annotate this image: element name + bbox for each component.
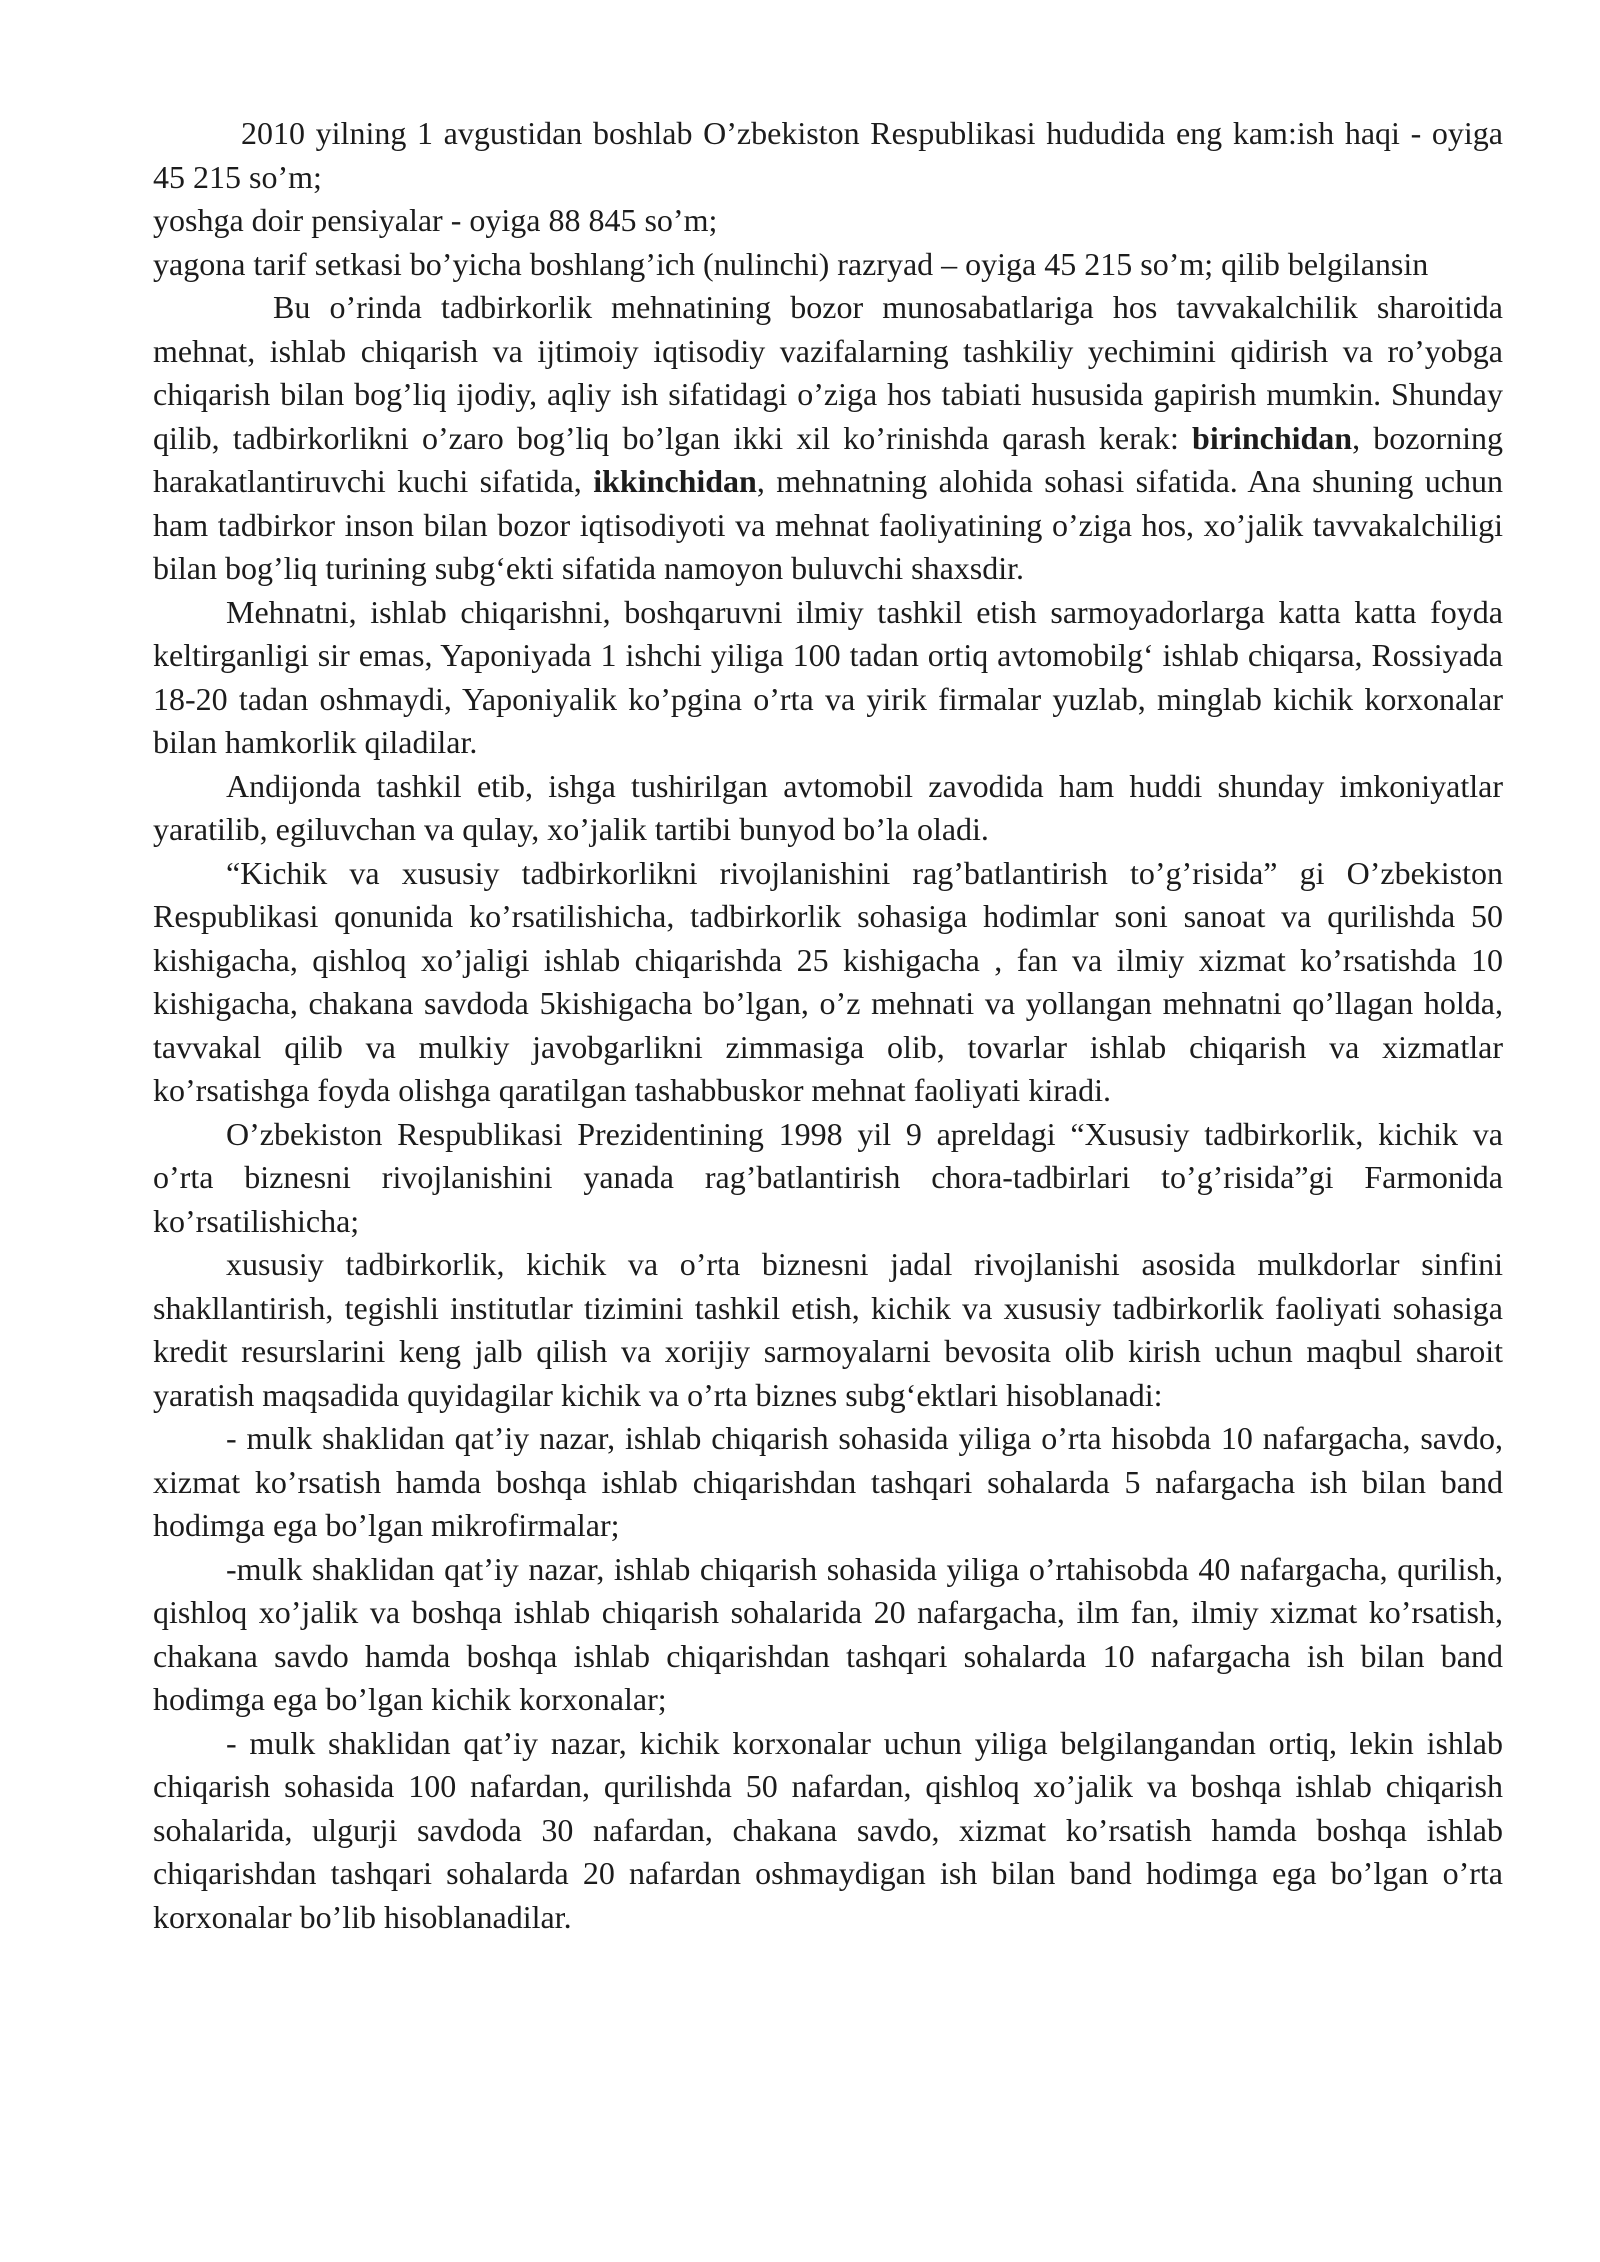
paragraph-tariff: yagona tarif setkasi bo’yicha boshlang’ich (nulinchi) razryad – oyiga 45 215 so’m; qilib belgilansin <box>153 245 1429 282</box>
paragraph-pension: yoshga doir pensiyalar - oyiga 88 845 so’m; <box>153 202 718 238</box>
bold-term-secondly: ikkinchidan <box>593 463 757 499</box>
text-segment: , mehnatning alohida sohasi sifatida. Ana shuning uchun ham tadbirkor inson bilan bozor iqtisodiyoti va mehnat faoliyatining o’ziga hos, xo’jalik tavvakalchiligi bilan bog’liq turining subg‘ekti sifatida namoyon buluvchi shaxsdir. <box>153 463 1504 586</box>
list-item-microfirms: - mulk shaklidan qat’iy nazar, ishlab chiqarish sohasida yiliga o’rta hisobda 10 nafargacha, savdo, xizmat ko’rsatish hamda boshqa ishlab chiqarishdan tashqari sohalarda 5 nafargacha ish bilan band hodimga ega bo’lgan mikrofirmalar; <box>153 1420 1503 1543</box>
paragraph-entrepreneurship <box>153 286 1503 591</box>
paragraph-labor-organization: Mehnatni, ishlab chiqarishni, boshqaruvni ilmiy tashkil etish sarmoyadorlarga katta katta foyda keltirganligi sir emas, Yaponiyada 1 ishchi yiliga 100 tadan ortiq avtomobilg‘ ishlab chiqarsa, Rossiyada 18-20 tadan oshmaydi, Yaponiyalik ko’pgina o’rta va yirik firmalar yuzlab, minglab kichik korxonalar bilan hamkorlik qiladilar. <box>153 593 1503 760</box>
list-item-medium-enterprises: - mulk shaklidan qat’iy nazar, kichik korxonalar uchun yiliga belgilangandan ortiq, lekin ishlab chiqarish sohasida 100 nafardan, qurilishda 50 nafardan, qishloq xo’jalik va boshqa ishlab chiqarish sohalarida, ulgurji savdoda 30 nafardan, chakana savdo, xizmat ko’rsatish hamda boshqa ishlab chiqarishdan tashqari sohalarda 20 nafardan oshmaydigan ish bilan band hodimga ega bo’lgan o’rta korxonalar bo’lib hisoblanadilar. <box>153 1724 1503 1935</box>
document-page <box>153 112 1503 1939</box>
paragraph-minimum-wage: 2010 yilning 1 avgustidan boshlab O’zbekiston Respublikasi hududida eng kam:ish haqi - oyiga 45 215 so’m; <box>153 115 1503 195</box>
text-segment: , bozorning harakatlantiruvchi kuchi sifatida, <box>153 419 1504 499</box>
paragraph-law: “Kichik va xususiy tadbirkorlikni rivojlanishini rag’batlantirish to’g’risida” gi O’zbekiston Respublikasi qonunida ko’rsatilishicha, tadbirkorlik sohasiga hodimlar soni sanoat va qurilishda 50 kishigacha, qishloq xo’jaligi ishlab chiqarishda 25 kishigacha , fan va ilmiy xizmat ko’rsatishda 10 kishigacha, chakana savdoda 5kishigacha bo’lgan, o’z mehnati va yollangan mehnatni qo’llagan holda, tavvakal qilib va mulkiy javobgarlikni zimmasiga olib, tovarlar ishlab chiqarish va xizmatlar ko’rsatishga foyda olishga qaratilgan tashabbuskor mehnat faoliyati kiradi. <box>153 854 1503 1108</box>
paragraph-private-business: xususiy tadbirkorlik, kichik va o’rta biznesni jadal rivojlanishi asosida mulkdorlar sinfini shakllantirish, tegishli institutlar tizimini tashkil etish, kichik va xususiy tadbirkorlik faoliyati sohasiga kredit resurslarini keng jalb qilish va xorijiy sarmoyalarni bevosita olib kirish uchun maqbul sharoit yaratish maqsadida quyidagilar kichik va o’rta biznes subg‘ektlari hisoblanadi: <box>153 1246 1503 1413</box>
paragraph-andijan: Andijonda tashkil etib, ishga tushirilgan avtomobil zavodida ham huddi shunday imkoniyatlar yaratilib, egiluvchan va qulay, xo’jalik tartibi bunyod bo’la oladi. <box>153 767 1503 847</box>
text-segment: Bu o’rinda tadbirkorlik mehnatining bozor munosabatlariga hos tavvakalchilik sharoitida mehnat, ishlab chiqarish va ijtimoiy iqtisodiy vazifalarning tashkiliy yechimini qidirish va ro’yobga chiqarish bilan bog’liq ijodiy, aqliy ish sifatidagi o’ziga hos tabiati hususida gapirish mumkin. Shunday qilib, tadbirkorlikni o’zaro bog’liq bo’lgan ikki xil ko’rinishda qarash kerak: <box>153 289 1503 456</box>
paragraph-decree: O’zbekiston Respublikasi Prezidentining 1998 yil 9 apreldagi “Xususiy tadbirkorlik, kichik va o’rta biznesni rivojlanishini yanada rag’batlantirish chora-tadbirlari to’g’risida”gi Farmonida ko’rsatilishicha; <box>153 1115 1503 1239</box>
bold-term-firstly: birinchidan <box>1192 419 1353 456</box>
list-item-small-enterprises: -mulk shaklidan qat’iy nazar, ishlab chiqarish sohasida yiliga o’rtahisobda 40 nafargacha, qurilish, qishloq xo’jalik va boshqa ishlab chiqarish sohalarida 20 nafargacha, ilm fan, ilmiy xizmat ko’rsatish, chakana savdo hamda boshqa ishlab chiqarishdan tashqari sohalarda 10 nafargacha ish bilan band hodimga ega bo’lgan kichik korxonalar; <box>153 1550 1503 1717</box>
